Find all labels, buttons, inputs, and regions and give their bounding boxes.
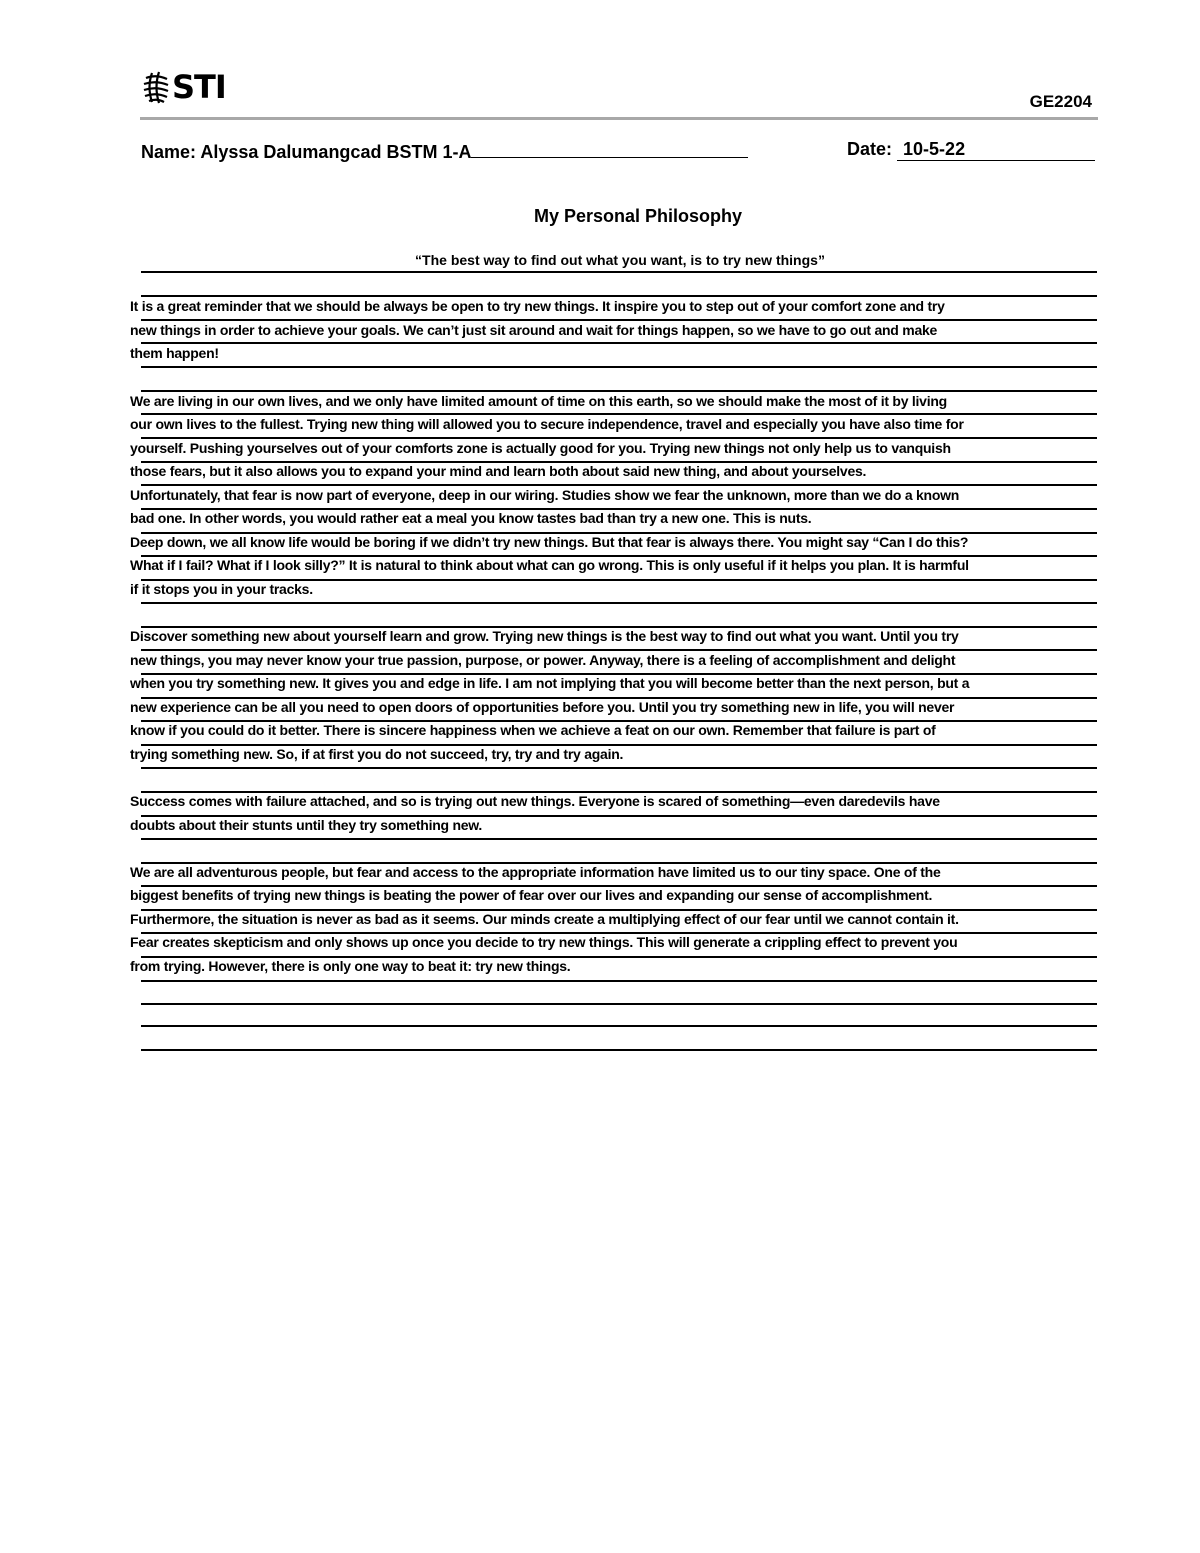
text-line: Fear creates skepticism and only shows up once you decide to try new things. This will generate a crippling effect to prevent you (130, 934, 958, 950)
ruled-line (141, 319, 1097, 321)
text-line: new things, you may never know your true passion, purpose, or power. Anyway, there is a feeling of accomplishment and delight (130, 652, 956, 668)
ruled-line (141, 390, 1097, 392)
date-label: Date: (847, 139, 893, 159)
ruled-line (141, 1025, 1097, 1027)
text-line: Furthermore, the situation is never as bad as it seems. Our minds create a multiplying effect of our fear until we cannot contain it. (130, 911, 959, 927)
text-line: know if you could do it better. There is sincere happiness when we achieve a feat on our own. Remember that failure is part of (130, 722, 936, 738)
text-line: It is a great reminder that we should be always be open to try new things. It inspire you to step out of your comfort zone and try (130, 298, 945, 314)
text-line: bad one. In other words, you would rather eat a meal you know tastes bad than try a new one. This is nuts. (130, 510, 812, 526)
name-value: Alyssa Dalumangcad BSTM 1-A (200, 142, 472, 162)
text-line: What if I fail? What if I look silly?” It is natural to think about what can go wrong. This is only useful if it helps you plan. It is harmful (130, 557, 969, 573)
ruled-line (141, 484, 1097, 486)
text-line: doubts about their stunts until they try something new. (130, 817, 483, 833)
text-line: if it stops you in your tracks. (130, 581, 313, 597)
text-line: from trying. However, there is only one way to beat it: try new things. (130, 958, 571, 974)
globe-icon (143, 70, 169, 104)
text-line: We are all adventurous people, but fear and access to the appropriate information have limited us to our tiny space. One of the (130, 864, 941, 880)
text-line: when you try something new. It gives you and edge in life. I am not implying that you will become better than the next person, but a (130, 675, 970, 691)
name-field (141, 139, 748, 163)
sti-logo (143, 70, 226, 104)
name-underline (471, 139, 748, 158)
ruled-line (141, 295, 1097, 297)
text-line: Unfortunately, that fear is now part of everyone, deep in our wiring. Studies show we fear the unknown, more than we do a known (130, 487, 960, 503)
date-field (847, 139, 1095, 161)
text-line: new things in order to achieve your goals. We can’t just sit around and wait for things happen, so we have to go out and make (130, 322, 938, 338)
ruled-line (141, 838, 1097, 840)
ruled-line (141, 271, 1097, 273)
ruled-line (141, 767, 1097, 769)
ruled-line (141, 1003, 1097, 1005)
text-line: Success comes with failure attached, and so is trying out new things. Everyone is scared of something—even daredevils have (130, 793, 940, 809)
course-code: GE2204 (1029, 92, 1092, 111)
text-line: Discover something new about yourself learn and grow. Trying new things is the best way to find out what you want. Until you try (130, 628, 959, 644)
text-line: Deep down, we all know life would be boring if we didn’t try new things. But that fear is always there. You might say “Can I do this? (130, 534, 969, 550)
ruled-line (141, 437, 1097, 439)
ruled-line (141, 413, 1097, 415)
page-title: My Personal Philosophy (533, 206, 743, 226)
ruled-line (141, 342, 1097, 344)
philosophy-quote: “The best way to find out what you want, is to try new things” (415, 252, 825, 268)
date-value: 10-5-22 (897, 139, 1095, 161)
text-line: those fears, but it also allows you to expand your mind and learn both about said new thing, and about yourselves. (130, 463, 867, 479)
header-divider (140, 117, 1098, 120)
text-line: biggest benefits of trying new things is beating the power of fear over our lives and expanding our sense of accomplishment. (130, 887, 933, 903)
ruled-line (141, 366, 1097, 368)
text-line: our own lives to the fullest. Trying new thing will allowed you to secure independence, travel and especially you have also time for (130, 416, 964, 432)
ruled-line (141, 649, 1097, 651)
text-line: them happen! (130, 345, 219, 361)
text-line: We are living in our own lives, and we only have limited amount of time on this earth, so we should make the most of it by living (130, 393, 947, 409)
ruled-line (141, 980, 1097, 982)
logo-text: STI (172, 68, 226, 106)
text-line: yourself. Pushing yourselves out of your comforts zone is actually good for you. Trying new things not only help us to vanquish (130, 440, 951, 456)
name-label: Name: (141, 142, 197, 162)
ruled-line (141, 602, 1097, 604)
text-line: new experience can be all you need to open doors of opportunities before you. Until you try something new in life, you will never (130, 699, 955, 715)
ruled-line (141, 1049, 1097, 1051)
text-line: trying something new. So, if at first you do not succeed, try, try and try again. (130, 746, 624, 762)
